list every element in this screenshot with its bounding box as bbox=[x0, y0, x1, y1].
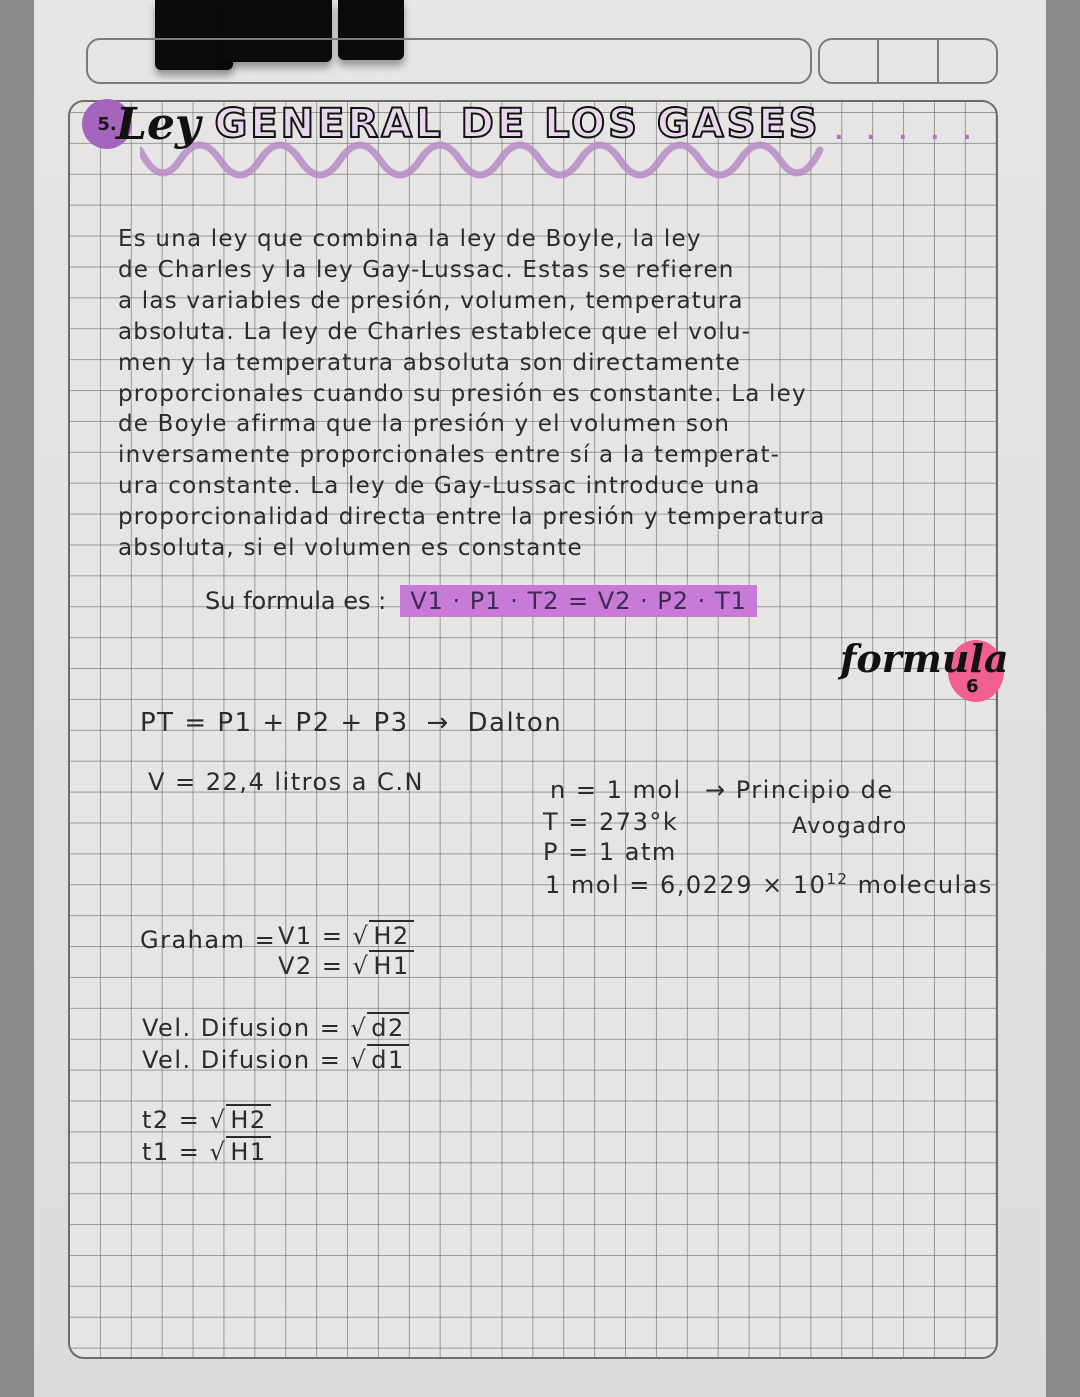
arrow-right-icon: → bbox=[705, 776, 727, 804]
paragraph-line: absoluta. La ley de Charles establece que el volu- bbox=[118, 318, 752, 345]
avogadro-p: P = 1 atm bbox=[543, 838, 677, 866]
diffusion-label: Vel. Difusion = bbox=[142, 1014, 342, 1042]
time-label: t2 = bbox=[142, 1106, 201, 1134]
graham-v1: V1 bbox=[278, 922, 313, 950]
header-date-box bbox=[818, 38, 998, 84]
formula-expression-highlighted: V1 · P1 · T2 = V2 · P2 · T1 bbox=[400, 585, 757, 617]
page-title bbox=[82, 84, 979, 164]
avogadro-exponent: 12 bbox=[826, 870, 849, 888]
formula-tag-number: 6 bbox=[966, 676, 979, 697]
paragraph-line: absoluta, si el volumen es constante bbox=[118, 535, 583, 562]
principle-label: Principio de bbox=[735, 776, 894, 804]
title-dots: . . . . . bbox=[834, 119, 980, 145]
avogadro-unit: moleculas bbox=[857, 871, 993, 899]
section-number-badge: 5. bbox=[82, 99, 132, 149]
paragraph-line: de Charles y la ley Gay-Lussac. Estas se refieren bbox=[118, 256, 735, 283]
paragraph-line: proporcionales cuando su presión es constante. La ley bbox=[118, 380, 807, 407]
paragraph-line: men y la temperatura absoluta son directamente bbox=[118, 349, 741, 376]
time-row-1: t2 = √ H2 bbox=[142, 1106, 271, 1134]
time-label: t1 = bbox=[142, 1138, 201, 1166]
paragraph-line: Es una ley que combina la ley de Boyle, la ley bbox=[118, 226, 702, 252]
title-script: Ley bbox=[116, 98, 201, 150]
paragraph-line: ura constante. La ley de Gay-Lussac introduce una bbox=[118, 473, 761, 500]
general-formula bbox=[205, 585, 757, 617]
graham-row-2: V2 = √ H1 bbox=[278, 952, 414, 980]
diffusion-label: Vel. Difusion = bbox=[142, 1046, 342, 1074]
graham-h2: H2 bbox=[369, 920, 413, 950]
diffusion-row-1: Vel. Difusion = √ d2 bbox=[142, 1014, 409, 1042]
avogadro-n: n = 1 mol bbox=[550, 776, 682, 804]
graham-label: Graham = bbox=[140, 926, 277, 954]
paragraph-line: inversamente proporcionales entre sí a la temperat- bbox=[118, 442, 781, 469]
avogadro-t: T = 273°k bbox=[543, 808, 679, 836]
dalton-law bbox=[140, 708, 562, 738]
formula-label: Su formula es : bbox=[205, 587, 387, 615]
graham-h1: H1 bbox=[369, 950, 413, 980]
dalton-equation: PT = P1 + P2 + P3 bbox=[140, 708, 409, 738]
dalton-name: Dalton bbox=[467, 708, 563, 738]
title-block-letters: GENERAL DE LOS GASES bbox=[214, 101, 821, 147]
definition-paragraph bbox=[118, 224, 978, 564]
avogadro-value: 1 mol = 6,0229 × 10 bbox=[545, 871, 827, 899]
graham-v2: V2 bbox=[278, 952, 313, 980]
paragraph-line: a las variables de presión, volumen, temperatura bbox=[118, 287, 744, 314]
header-name-box bbox=[86, 38, 812, 84]
time-h2: H2 bbox=[226, 1104, 270, 1134]
time-row-2: t1 = √ H1 bbox=[142, 1138, 271, 1166]
graham-row-1: V1 = √ H2 bbox=[278, 922, 414, 950]
time-h1: H1 bbox=[226, 1136, 270, 1166]
formula-sticker bbox=[840, 636, 1009, 697]
paragraph-line: de Boyle afirma que la presión y el volumen son bbox=[118, 411, 731, 438]
diffusion-row-2: Vel. Difusion = √ d1 bbox=[142, 1046, 409, 1074]
avogadro-number bbox=[545, 870, 993, 899]
diffusion-d2: d2 bbox=[367, 1012, 409, 1042]
formula-tag-word: formula bbox=[840, 636, 1009, 681]
arrow-right-icon: → bbox=[426, 708, 450, 738]
normal-conditions-volume: V = 22,4 litros a C.N bbox=[148, 768, 424, 796]
avogadro-name: Avogadro bbox=[792, 814, 908, 839]
avogadro-principle bbox=[705, 776, 894, 804]
diffusion-d1: d1 bbox=[367, 1044, 409, 1074]
paragraph-line: proporcionalidad directa entre la presión y temperatura bbox=[118, 504, 826, 531]
